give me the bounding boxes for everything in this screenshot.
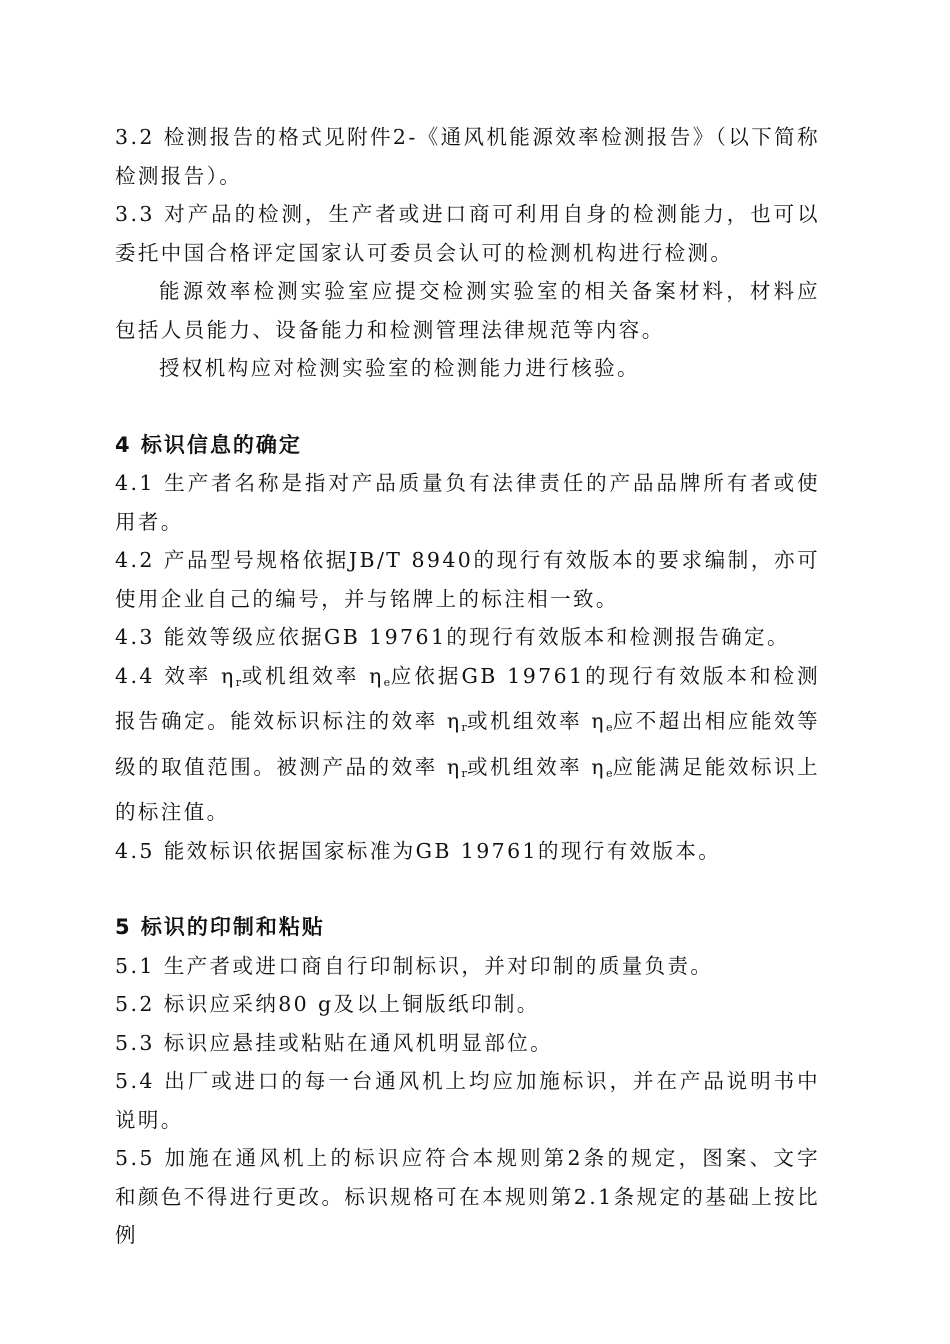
unit-efficiency-subscript: e xyxy=(605,721,613,734)
document-body xyxy=(115,118,820,1255)
clause-4-5: 4.5 能效标识依据国家标准为GB 19761的现行有效版本。 xyxy=(115,838,722,863)
section-5-heading: 5 标识的印制和粘贴 xyxy=(115,915,325,939)
clause-3-3-paragraph-lab-materials: 能源效率检测实验室应提交检测实验室的相关备案材料，材料应包括人员能力、设备能力和检测管理法律规范等内容。 xyxy=(115,279,820,342)
clause-4-4-text-2: 或机组效率 η xyxy=(240,663,384,688)
clause-3-2: 3.2 检测报告的格式见附件2-《通风机能源效率检测报告》（以下简称检测报告）。 xyxy=(115,125,820,188)
clause-4-4-text-3: 应依据GB 19761的现行有效版本和检测报告确定。能效标识标注的效率 η xyxy=(115,663,820,733)
clause-4-4-text-6: 或机组效率 η xyxy=(466,754,606,779)
efficiency-subscript: r xyxy=(461,721,467,734)
clause-4-4 xyxy=(115,657,820,832)
clause-3-3: 3.3 对产品的检测，生产者或进口商可利用自身的检测能力，也可以委托中国合格评定国家认可委员会认可的检测机构进行检测。 xyxy=(115,202,820,265)
clause-4-1: 4.1 生产者名称是指对产品质量负有法律责任的产品品牌所有者或使用者。 xyxy=(115,471,820,534)
clause-5-5: 5.5 加施在通风机上的标识应符合本规则第2条的规定，图案、文字和颜色不得进行更改。标识规格可在本规则第2.1条规定的基础上按比例 xyxy=(115,1146,820,1247)
clause-5-4: 5.4 出厂或进口的每一台通风机上均应加施标识，并在产品说明书中说明。 xyxy=(115,1069,820,1132)
clause-5-1: 5.1 生产者或进口商自行印制标识，并对印制的质量负责。 xyxy=(115,953,714,978)
clause-5-2: 5.2 标识应采纳80 g及以上铜版纸印制。 xyxy=(115,992,540,1016)
clause-4-2: 4.2 产品型号规格依据JB/T 8940的现行有效版本的要求编制，亦可使用企业自己的编号，并与铭牌上的标注相一致。 xyxy=(115,548,820,611)
section-gap xyxy=(115,388,820,426)
clause-5-3: 5.3 标识应悬挂或粘贴在通风机明显部位。 xyxy=(115,1030,554,1055)
section-gap xyxy=(115,870,820,908)
clause-4-4-text-1: 4.4 效率 η xyxy=(115,663,236,688)
clause-4-4-text-7: 应能满足能效标识上的标注值。 xyxy=(115,754,820,824)
unit-efficiency-subscript: e xyxy=(605,766,613,780)
clause-3-3-paragraph-verification: 授权机构应对检测实验室的检测能力进行核验。 xyxy=(159,356,640,380)
efficiency-subscript: r xyxy=(461,766,467,780)
clause-4-3: 4.3 能效等级应依据GB 19761的现行有效版本和检测报告确定。 xyxy=(115,625,790,649)
clause-4-4-text-4: 或机组效率 η xyxy=(466,709,606,733)
efficiency-subscript: r xyxy=(235,675,241,689)
unit-efficiency-subscript: e xyxy=(383,675,391,689)
section-4-heading: 4 标识信息的确定 xyxy=(115,432,302,457)
clause-4-4-text-5: 应不超出相应能效等级的取值范围。被测产品的效率 η xyxy=(115,709,820,779)
